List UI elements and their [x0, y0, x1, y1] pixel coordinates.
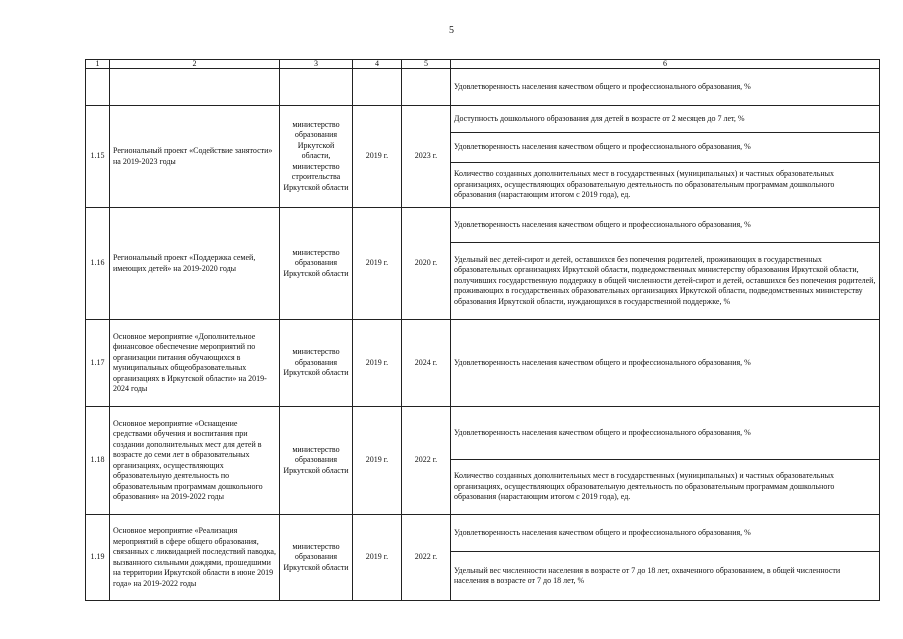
event-name: Региональный проект «Поддержка семей, имеющих детей» на 2019-2020 годы [110, 208, 280, 320]
row-number: 1.16 [86, 208, 110, 320]
empty-cell [402, 69, 451, 106]
header-col-2: 2 [110, 60, 280, 69]
end-year: 2023 г. [402, 106, 451, 208]
empty-cell [353, 69, 402, 106]
table-row-1-18 [86, 407, 880, 460]
empty-cell [86, 69, 110, 106]
indicator-cell: Удовлетворенность населения качеством общего и профессионального образования, % [451, 407, 880, 460]
table-row-1-15 [86, 106, 880, 133]
indicator-cell: Количество созданных дополнительных мест в государственных (муниципальных) и частных образовательных организациях, осуществляющих образовательную деятельность по образовательным программам дошкольного образования (нарастающим итогом с 2019 года), ед. [451, 460, 880, 515]
row-number: 1.15 [86, 106, 110, 208]
page-number: 5 [449, 25, 454, 36]
indicator-cell: Доступность дошкольного образования для детей в возрасте от 2 месяцев до 7 лет, % [451, 106, 880, 133]
responsible-ministry: министерство образования Иркутской области [280, 407, 353, 515]
table-header-row [86, 60, 880, 69]
indicator-cell: Удовлетворенность населения качеством общего и профессионального образования, % [451, 133, 880, 163]
start-year: 2019 г. [353, 106, 402, 208]
responsible-ministry: министерство образования Иркутской области [280, 320, 353, 407]
row-number: 1.18 [86, 407, 110, 515]
row-number: 1.19 [86, 515, 110, 601]
end-year: 2024 г. [402, 320, 451, 407]
indicator-cell: Удовлетворенность населения качеством общего и профессионального образования, % [451, 208, 880, 243]
event-name: Региональный проект «Содействие занятости» на 2019-2023 годы [110, 106, 280, 208]
responsible-ministry: министерство образования Иркутской области [280, 208, 353, 320]
header-col-3: 3 [280, 60, 353, 69]
event-name: Основное мероприятие «Оснащение средствами обучения и воспитания при создании дополнительных мест для детей в возрасте до семи лет в образовательных организациях, осуществляющих образовательную деятельность по образовательным программам дошкольного образования» на 2019-2022 годы [110, 407, 280, 515]
event-name: Основное мероприятие «Дополнительное финансовое обеспечение мероприятий по организации питания обучающихся в муниципальных общеобразовательных организациях в Иркутской области» на 2019-2024 годы [110, 320, 280, 407]
table-row-continuation [86, 69, 880, 106]
header-col-6: 6 [451, 60, 880, 69]
indicator-cell: Удельный вес детей-сирот и детей, оставшихся без попечения родителей, проживающих в государственных образовательных организациях Иркутской области, подведомственных министерству образования Иркутской области, получивших государственную поддержку в общей численности детей-сирот и детей, оставшихся без попечения родителей, проживающих в государственных образовательных организациях Иркутской области, подведомственных министерству образования Иркутской области, нуждающихся в государственной поддержке, % [451, 243, 880, 320]
indicator-cell: Количество созданных дополнительных мест в государственных (муниципальных) и частных образовательных организациях, осуществляющих образовательную деятельность по образовательным программам дошкольного образования (нарастающим итогом с 2019 года), ед. [451, 163, 880, 208]
empty-cell [280, 69, 353, 106]
indicator-cell: Удовлетворенность населения качеством общего и профессионального образования, % [451, 515, 880, 552]
indicator-cell: Удовлетворенность населения качеством общего и профессионального образования, % [451, 320, 880, 407]
start-year: 2019 г. [353, 515, 402, 601]
table-row-1-17 [86, 320, 880, 407]
header-col-5: 5 [402, 60, 451, 69]
end-year: 2020 г. [402, 208, 451, 320]
header-col-1: 1 [86, 60, 110, 69]
header-col-4: 4 [353, 60, 402, 69]
row-number: 1.17 [86, 320, 110, 407]
empty-cell [110, 69, 280, 106]
responsible-ministry: министерство образования Иркутской области, министерство строительства Иркутской области [280, 106, 353, 208]
table-row-1-16 [86, 208, 880, 243]
start-year: 2019 г. [353, 320, 402, 407]
program-table [85, 59, 880, 601]
table-row-1-19 [86, 515, 880, 552]
indicator-cell: Удовлетворенность населения качеством общего и профессионального образования, % [451, 69, 880, 106]
end-year: 2022 г. [402, 515, 451, 601]
end-year: 2022 г. [402, 407, 451, 515]
indicator-cell: Удельный вес численности населения в возрасте от 7 до 18 лет, охваченного образованием, в общей численности населения в возрасте от 7 до 18 лет, % [451, 552, 880, 601]
responsible-ministry: министерство образования Иркутской области [280, 515, 353, 601]
event-name: Основное мероприятие «Реализация мероприятий в сфере общего образования, связанных с ликвидацией последствий паводка, вызванного сильными дождями, прошедшими на территории Иркутской области в июне 2019 года» на 2019-2022 годы [110, 515, 280, 601]
start-year: 2019 г. [353, 407, 402, 515]
start-year: 2019 г. [353, 208, 402, 320]
